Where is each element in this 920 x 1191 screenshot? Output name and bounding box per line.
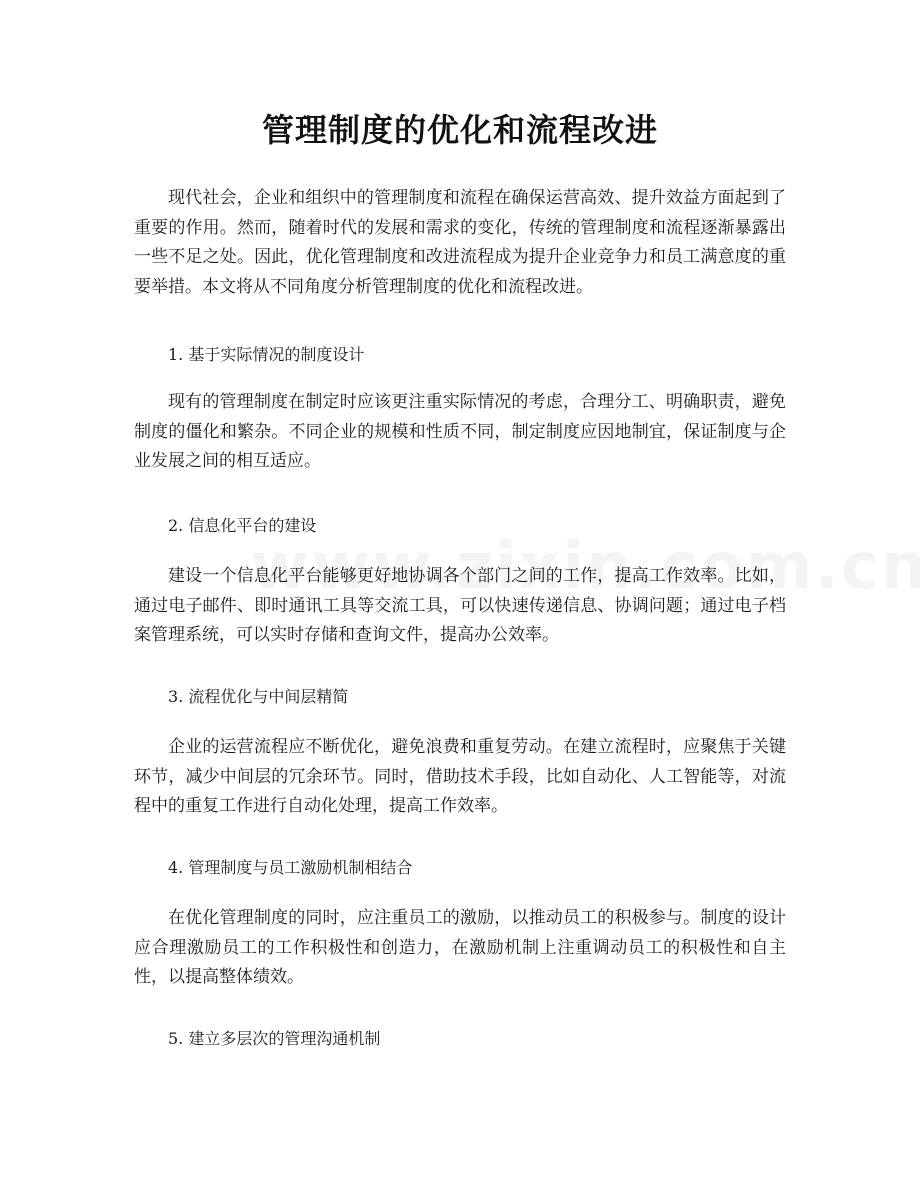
section-heading-3: 3. 流程优化与中间层精简	[168, 687, 349, 706]
section-heading-5: 5. 建立多层次的管理沟通机制	[168, 1029, 381, 1048]
section-heading-1: 1. 基于实际情况的制度设计	[168, 345, 365, 364]
section-body-2: 建设一个信息化平台能够更好地协调各个部门之间的工作，提高工作效率。比如，通过电子邮件、即时通讯工具等交流工具，可以快速传递信息、协调问题；通过电子档案管理系统，可以实时存储和查询文件，提高办公效率。	[134, 566, 786, 645]
section-heading-4: 4. 管理制度与员工激励机制相结合	[168, 858, 413, 877]
section-body-4: 在优化管理制度的同时，应注重员工的激励，以推动员工的积极参与。制度的设计应合理激励员工的工作积极性和创造力，在激励机制上注重调动员工的积极性和自主性，以提高整体绩效。	[134, 908, 786, 987]
intro-paragraph: 现代社会，企业和组织中的管理制度和流程在确保运营高效、提升效益方面起到了重要的作用。然而，随着时代的发展和需求的变化，传统的管理制度和流程逐渐暴露出一些不足之处。因此，优化管理制度和改进流程成为提升企业竞争力和员工满意度的重要举措。本文将从不同角度分析管理制度的优化和流程改进。	[134, 188, 786, 297]
page-title: 管理制度的优化和流程改进	[261, 111, 658, 149]
section-body-1: 现有的管理制度在制定时应该更注重实际情况的考虑，合理分工、明确职责，避免制度的僵化和繁杂。不同企业的规模和性质不同，制定制度应因地制宜，保证制度与企业发展之间的相互适应。	[134, 392, 786, 471]
section-body-3: 企业的运营流程应不断优化，避免浪费和重复劳动。在建立流程时，应聚焦于关键环节，减少中间层的冗余环节。同时，借助技术手段，比如自动化、人工智能等，对流程中的重复工作进行自动化处理，提高工作效率。	[134, 737, 786, 816]
section-heading-2: 2. 信息化平台的建设	[168, 516, 317, 535]
